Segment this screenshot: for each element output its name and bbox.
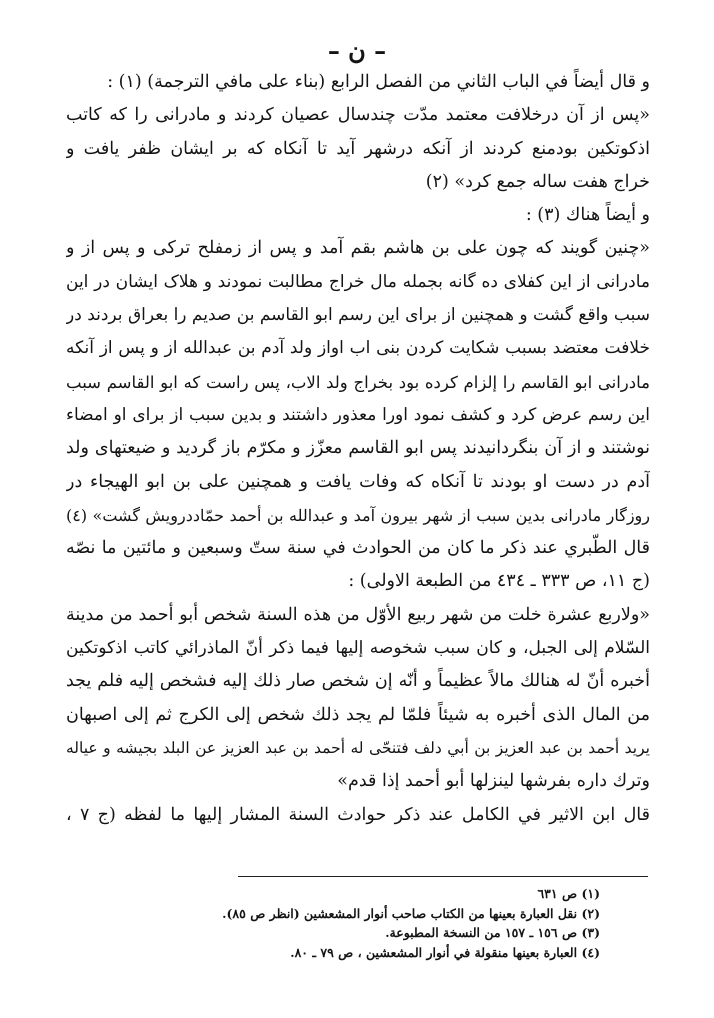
body-text xyxy=(66,66,650,832)
text-line: قال الطّبري عند ذكر ما كان من الحوادث في سنة ستّ وسبعين و مائتين ما نصّه xyxy=(66,538,650,559)
footnote: (٢) نقل العبارة بعينها من الكتاب صاحب أنوار المشعشين (انظر ص ٨٥). xyxy=(222,905,600,921)
footnote: (٤) العبارة بعينها منقولة في أنوار المشعشين ، ص ٧٩ ـ ٨٠. xyxy=(290,944,600,960)
footnote: (١) ص ٦٣١ xyxy=(537,886,600,901)
text-line: سبب واقع گشت و همچنین از برای این رسم ابو القاسم بن صدیم را بعراق بردند در xyxy=(66,305,650,326)
text-line: و أيضاً هناك (٣) : xyxy=(525,205,650,226)
text-line: أخبره أنّ له هنالك مالاً عظيماً و أنّه إن شخص صار ذلك إليه فشخص إليه فلم يجد xyxy=(66,671,650,692)
text-line: وترك داره بفرشها لينزلها أبو أحمد إذا قدم» xyxy=(337,771,650,792)
text-line: من المال الذى أخبره به شيئاً فلمّا لم يجد ذلك شخص إلى الكرج ثم إلى اصبهان xyxy=(66,704,650,725)
footnote-divider xyxy=(238,876,648,877)
footnotes xyxy=(100,884,600,962)
text-line: السّلام إلى الجبل، و كان سبب شخوصه إليها فيما ذكر أنّ الماذرائي كاتب اذكوتكين xyxy=(66,638,650,659)
text-line: این رسم عرض کرد و کشف نمود اورا معذور داشتند و بدین سبب از برای او امضاء xyxy=(66,404,650,425)
text-line: اذکوتکین بودمنع کردند از آنکه درشهر آید تا آنکاه که بر ایشان ظفر یافت و xyxy=(66,138,650,159)
text-line: خلافت معتضد بسبب شکایت کردن بنی اب اواز ولد آدم بن عبدالله از و پس از آنکه xyxy=(66,338,650,359)
text-line: «پس از آن درخلافت معتمد مدّت چندسال عصیان کردند و مادرانی را که کاتب xyxy=(66,105,650,126)
text-line: «ولاربع عشرة خلت من شهر ربيع الأوّل من هذه السنة شخص أبو أحمد من مدينة xyxy=(66,604,650,625)
text-line: (ج ١١، ص ٣٣٣ ـ ٤٣٤ من الطبعة الاولى) : xyxy=(348,571,650,592)
text-line: قال ابن الاثير في الكامل عند ذكر حوادث السنة المشار إليها ما لفظه (ج ٧ ، xyxy=(66,804,650,825)
text-line: نوشتند و از آن بنگردانیدند پس ابو القاسم معزّز و مکرّم باز گردید و ضیعتهای ولد xyxy=(66,438,650,459)
page-number: – ن – xyxy=(327,36,387,65)
text-line: و قال أيضاً في الباب الثاني من الفصل الرابع (بناء على مافي الترجمة) (١) : xyxy=(107,72,650,92)
text-line: مادرانی ابو القاسم را إلزام کرده بود بخراج ولد الاب، پس راست که ابو القاسم سبب xyxy=(66,372,650,392)
text-line: «چنین گویند که چون علی بن هاشم بقم آمد و پس از زمفلح ترکی و پس از و xyxy=(66,238,650,259)
footnote: (٣) ص ١٥٦ ـ ١٥٧ من النسخة المطبوعة. xyxy=(385,925,600,940)
text-line: خراج هفت ساله جمع کرد» (٢) xyxy=(425,171,650,192)
text-line: مادرانی از این کفلای ده گانه بجمله مال خراج مطالبت نمودند و هلاک ایشان در این xyxy=(66,271,650,292)
text-line: آدم در دست او بودند تا آنکاه که وفات یافت و همچنین علی بن ابو الهیجاء در xyxy=(66,471,650,492)
text-line: يريد أحمد بن عبد العزيز بن أبي دلف فتنحّى له أحمد بن عبد العزيز عن البلد بجيشه و عياله xyxy=(66,738,650,757)
text-line: روزگار مادرانی بدین سبب از شهر بیرون آمد و عبدالله بن أحمد حمّاددرویش گشت» (٤) xyxy=(66,505,650,525)
